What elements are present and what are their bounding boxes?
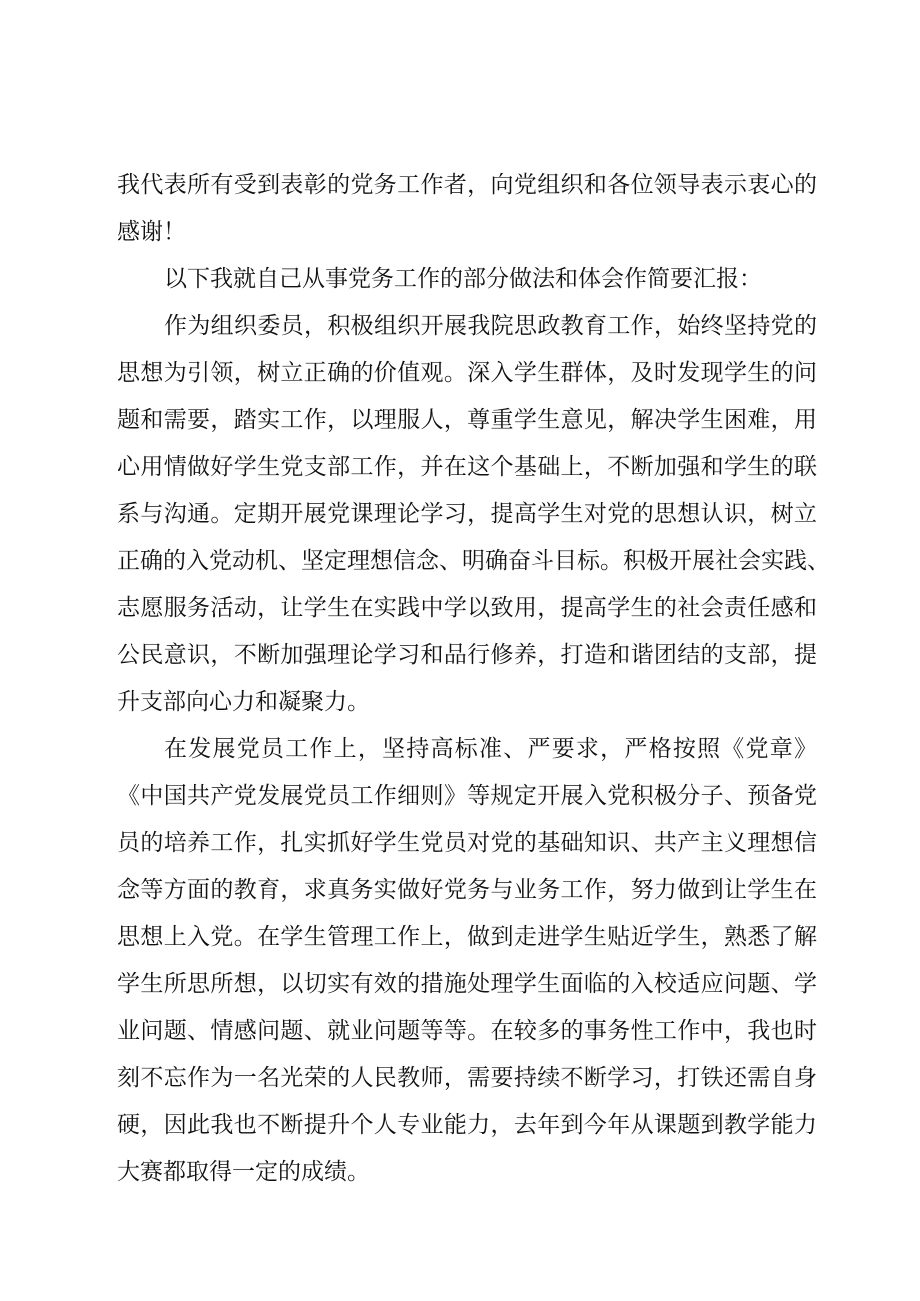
paragraph-line: 升支部向心力和凝聚力。 xyxy=(117,689,370,715)
paragraph-line: 念等方面的教育，求真务实做好党务与业务工作，努力做到让学生在 xyxy=(117,877,817,903)
paragraph-line: 题和需要，踏实工作，以理服人，尊重学生意见，解决学生困难，用 xyxy=(117,407,817,433)
paragraph-line: 作为组织委员，积极组织开展我院思政教育工作，始终坚持党的 xyxy=(164,313,817,339)
paragraph-line: 大赛都取得一定的成绩。 xyxy=(117,1159,370,1185)
paragraph-line: 公民意识，不断加强理论学习和品行修养，打造和谐团结的支部，提 xyxy=(117,642,817,668)
paragraph-line: 硬，因此我也不断提升个人专业能力，去年到今年从课题到教学能力 xyxy=(117,1112,817,1138)
paragraph-line: 系与沟通。定期开展党课理论学习，提高学生对党的思想认识，树立 xyxy=(117,501,817,527)
paragraph-line: 《中国共产党发展党员工作细则》等规定开展入党积极分子、预备党 xyxy=(117,783,817,809)
paragraph-line: 正确的入党动机、坚定理想信念、明确奋斗目标。积极开展社会实践、 xyxy=(117,548,830,574)
paragraph-line: 我代表所有受到表彰的党务工作者，向党组织和各位领导表示衷心的 xyxy=(117,172,817,198)
paragraph-line: 思想上入党。在学生管理工作上，做到走进学生贴近学生，熟悉了解 xyxy=(117,924,817,950)
paragraph-line: 心用情做好学生党支部工作，并在这个基础上，不断加强和学生的联 xyxy=(117,454,817,480)
paragraph-line: 在发展党员工作上，坚持高标准、严要求，严格按照《党章》 xyxy=(164,736,817,762)
paragraph-line: 学生所思所想，以切实有效的措施处理学生面临的入校适应问题、学 xyxy=(117,971,817,997)
paragraph-line: 业问题、情感问题、就业问题等等。在较多的事务性工作中，我也时 xyxy=(117,1018,817,1044)
paragraph-line: 员的培养工作，扎实抓好学生党员对党的基础知识、共产主义理想信 xyxy=(117,830,817,856)
paragraph-line: 思想为引领，树立正确的价值观。深入学生群体，及时发现学生的问 xyxy=(117,360,817,386)
paragraph-line: 刻不忘作为一名光荣的人民教师，需要持续不断学习，打铁还需自身 xyxy=(117,1065,817,1091)
paragraph-line: 感谢！ xyxy=(117,219,186,245)
paragraph-line: 志愿服务活动，让学生在实践中学以致用，提高学生的社会责任感和 xyxy=(117,595,817,621)
paragraph-line: 以下我就自己从事党务工作的部分做法和体会作简要汇报： xyxy=(164,266,762,292)
document-body xyxy=(117,162,830,1196)
